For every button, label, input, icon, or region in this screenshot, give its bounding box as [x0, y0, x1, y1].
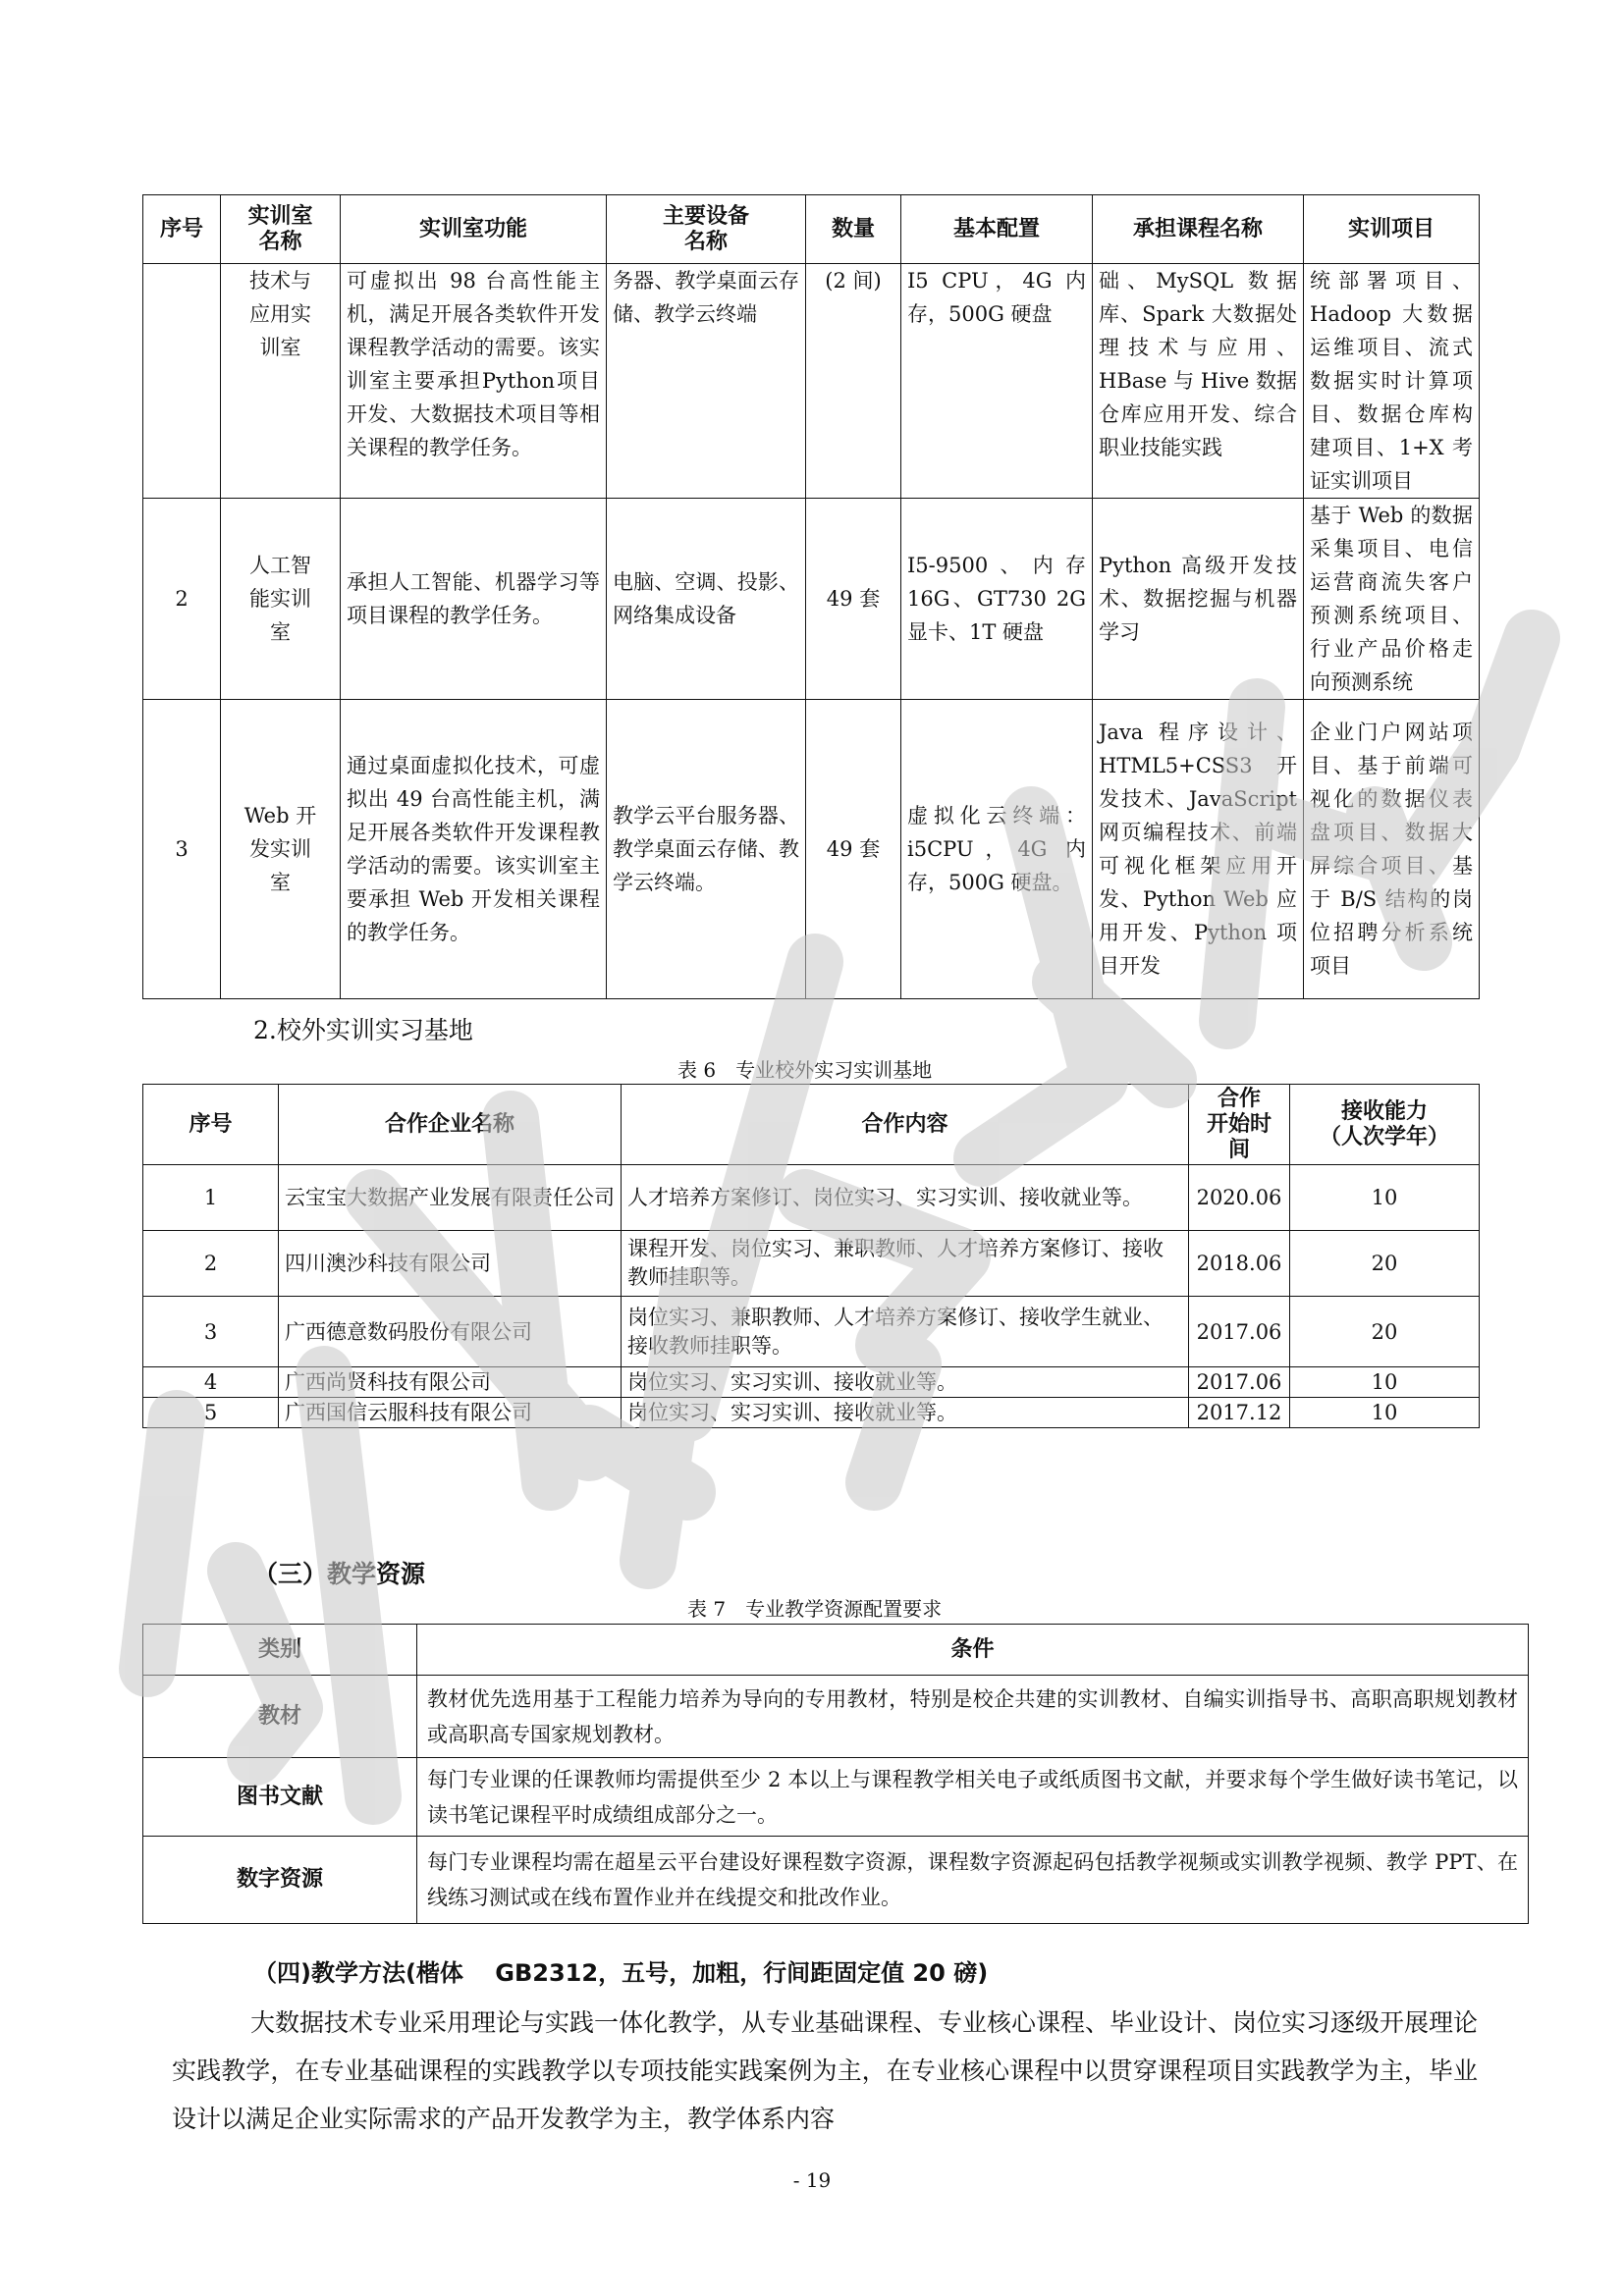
row-start: 2020.06: [1189, 1165, 1290, 1231]
row-function: 通过桌面虚拟化技术，可虚拟出 49 台高性能主机，满足开展各类软件开发课程教学活动的需要。该实训室主要承担 Web 开发相关课程的教学任务。: [341, 700, 607, 999]
watermark-stroke: [589, 1433, 687, 1492]
row-capacity: 10: [1290, 1367, 1480, 1398]
table-header-row: [143, 195, 1480, 264]
header-capacity: 接收能力 （人次学年）: [1290, 1085, 1480, 1165]
table-row: [143, 1758, 1529, 1837]
row-no: 4: [143, 1367, 279, 1398]
table-row: [143, 264, 1480, 499]
row-condition: 每门专业课程均需在超星云平台建设好课程数字资源，课程数字资源起码包括教学视频或实训教学视频、教学 PPT、在线练习测试或在线布置作业并在线提交和批改作业。: [417, 1837, 1529, 1924]
table-header-row: [143, 1625, 1529, 1676]
header-equipment: 主要设备 名称: [607, 195, 806, 264]
table-row: [143, 1367, 1480, 1398]
row-quantity: 49 套: [806, 499, 901, 700]
row-category: 图书文献: [143, 1758, 417, 1837]
row-courses: Java 程序设计、HTML5+CSS3 开发技术、JavaScript 网页编程技术、前端可视化框架应用开发、Python Web 应用开发、Python 项目开发: [1093, 700, 1304, 999]
header-category: 类别: [143, 1625, 417, 1676]
header-condition: 条件: [417, 1625, 1529, 1676]
row-content: 岗位实习、兼职教师、人才培养方案修订、接收学生就业、接收教师挂职等。: [622, 1297, 1189, 1367]
row-start: 2017.06: [1189, 1367, 1290, 1398]
header-start: 合作 开始时 间: [1189, 1085, 1290, 1165]
row-no: 2: [143, 1231, 279, 1297]
row-quantity: 49 套: [806, 700, 901, 999]
row-function: 承担人工智能、机器学习等项目课程的教学任务。: [341, 499, 607, 700]
row-category: 教材: [143, 1676, 417, 1758]
header-quantity: 数量: [806, 195, 901, 264]
teaching-resources-table: [142, 1624, 1529, 1924]
table-row: [143, 700, 1480, 999]
row-capacity: 20: [1290, 1297, 1480, 1367]
row-content: 岗位实习、实习实训、接收就业等。: [622, 1398, 1189, 1428]
row-room-name: 技术与 应用实 训室: [221, 264, 341, 499]
row-no: 1: [143, 1165, 279, 1231]
table-row: [143, 1398, 1480, 1428]
row-no: 3: [143, 1297, 279, 1367]
row-start: 2018.06: [1189, 1231, 1290, 1297]
header-function: 实训室功能: [341, 195, 607, 264]
section-resources-heading: （三）教学资源: [253, 1560, 426, 1588]
row-content: 人才培养方案修订、岗位实习、实习实训、接收就业等。: [622, 1165, 1189, 1231]
header-content: 合作内容: [622, 1085, 1189, 1165]
row-start: 2017.12: [1189, 1398, 1290, 1428]
table-row: [143, 1297, 1480, 1367]
section-methods-heading: （四)教学方法(楷体 GB2312，五号，加粗，行间距固定值 20 磅): [253, 1959, 989, 1987]
row-equipment: 务器、教学桌面云存储、教学云终端: [607, 264, 806, 499]
row-company: 云宝宝大数据产业发展有限责任公司: [279, 1165, 622, 1231]
header-company: 合作企业名称: [279, 1085, 622, 1165]
row-company: 广西德意数码股份有限公司: [279, 1297, 622, 1367]
table-row: [143, 1231, 1480, 1297]
section-offcampus-heading: 2.校外实训实习基地: [253, 1016, 473, 1044]
row-capacity: 10: [1290, 1398, 1480, 1428]
row-equipment: 教学云平台服务器、教学桌面云存储、教学云终端。: [607, 700, 806, 999]
row-capacity: 20: [1290, 1231, 1480, 1297]
row-projects: 企业门户网站项目、基于前端可视化的数据仪表盘项目、数据大屏综合项目、基于 B/S 结构的岗位招聘分析系统项目: [1304, 700, 1480, 999]
header-projects: 实训项目: [1304, 195, 1480, 264]
row-content: 课程开发、岗位实习、兼职教师、人才培养方案修订、接收教师挂职等。: [622, 1231, 1189, 1297]
table6-caption: 表 6 专业校外实习实训基地: [677, 1058, 933, 1082]
table7-caption: 表 7 专业教学资源配置要求: [687, 1597, 943, 1621]
header-room-name: 实训室 名称: [221, 195, 341, 264]
methods-paragraph: 大数据技术专业采用理论与实践一体化教学，从专业基础课程、专业核心课程、毕业设计、岗位实习逐级开展理论实践教学，在专业基础课程的实践教学以专项技能实践案例为主，在专业核心课程中以贯穿课程项目实践教学为主，毕业设计以满足企业实际需求的产品开发教学为主，教学体系内容: [172, 2008, 1479, 2133]
header-no: 序号: [143, 1085, 279, 1165]
page-number: - 19: [792, 2168, 832, 2192]
row-no: 3: [143, 700, 221, 999]
table-header-row: [143, 1085, 1480, 1165]
row-projects: 统部署项目、Hadoop 大数据运维项目、流式数据实时计算项目、数据仓库构建项目、1+X 考证实训项目: [1304, 264, 1480, 499]
table-row: [143, 1165, 1480, 1231]
row-company: 四川澳沙科技有限公司: [279, 1231, 622, 1297]
row-projects: 基于 Web 的数据采集项目、电信运营商流失客户预测系统项目、行业产品价格走向预测系统: [1304, 499, 1480, 700]
row-config: 虚拟化云终端：i5CPU，4G 内存，500G 硬盘。: [901, 700, 1093, 999]
row-room-name: 人工智 能实训 室: [221, 499, 341, 700]
table-row: [143, 499, 1480, 700]
row-no: 5: [143, 1398, 279, 1428]
row-capacity: 10: [1290, 1165, 1480, 1231]
row-category: 数字资源: [143, 1837, 417, 1924]
row-config: I5 CPU，4G 内存，500G 硬盘: [901, 264, 1093, 499]
row-courses: Python 高级开发技术、数据挖掘与机器学习: [1093, 499, 1304, 700]
offcampus-base-table: [142, 1084, 1480, 1428]
row-config: I5-9500、内存 16G、GT730 2G 显卡、1T 硬盘: [901, 499, 1093, 700]
row-company: 广西尚贤科技有限公司: [279, 1367, 622, 1398]
row-function: 可虚拟出 98 台高性能主机，满足开展各类软件开发课程教学活动的需要。该实训室主要承担Python项目开发、大数据技术项目等相关课程的教学任务。: [341, 264, 607, 499]
row-no: [143, 264, 221, 499]
header-config: 基本配置: [901, 195, 1093, 264]
row-company: 广西国信云服科技有限公司: [279, 1398, 622, 1428]
row-start: 2017.06: [1189, 1297, 1290, 1367]
row-equipment: 电脑、空调、投影、网络集成设备: [607, 499, 806, 700]
row-room-name: Web 开 发实训 室: [221, 700, 341, 999]
table-row: [143, 1837, 1529, 1924]
header-no: 序号: [143, 195, 221, 264]
table-row: [143, 1676, 1529, 1758]
row-condition: 每门专业课的任课教师均需提供至少 2 本以上与课程教学相关电子或纸质图书文献，并要求每个学生做好读书笔记，以读书笔记课程平时成绩组成部分之一。: [417, 1758, 1529, 1837]
row-condition: 教材优先选用基于工程能力培养为导向的专用教材，特别是校企共建的实训教材、自编实训指导书、高职高职规划教材或高职高专国家规划教材。: [417, 1676, 1529, 1758]
header-courses: 承担课程名称: [1093, 195, 1304, 264]
training-room-table: [142, 194, 1480, 999]
row-no: 2: [143, 499, 221, 700]
row-content: 岗位实习、实习实训、接收就业等。: [622, 1367, 1189, 1398]
row-courses: 础、MySQL 数据库、Spark 大数据处理技术与应用、HBase 与 Hive 数据仓库应用开发、综合职业技能实践: [1093, 264, 1304, 499]
row-quantity: (2 间): [806, 264, 901, 499]
